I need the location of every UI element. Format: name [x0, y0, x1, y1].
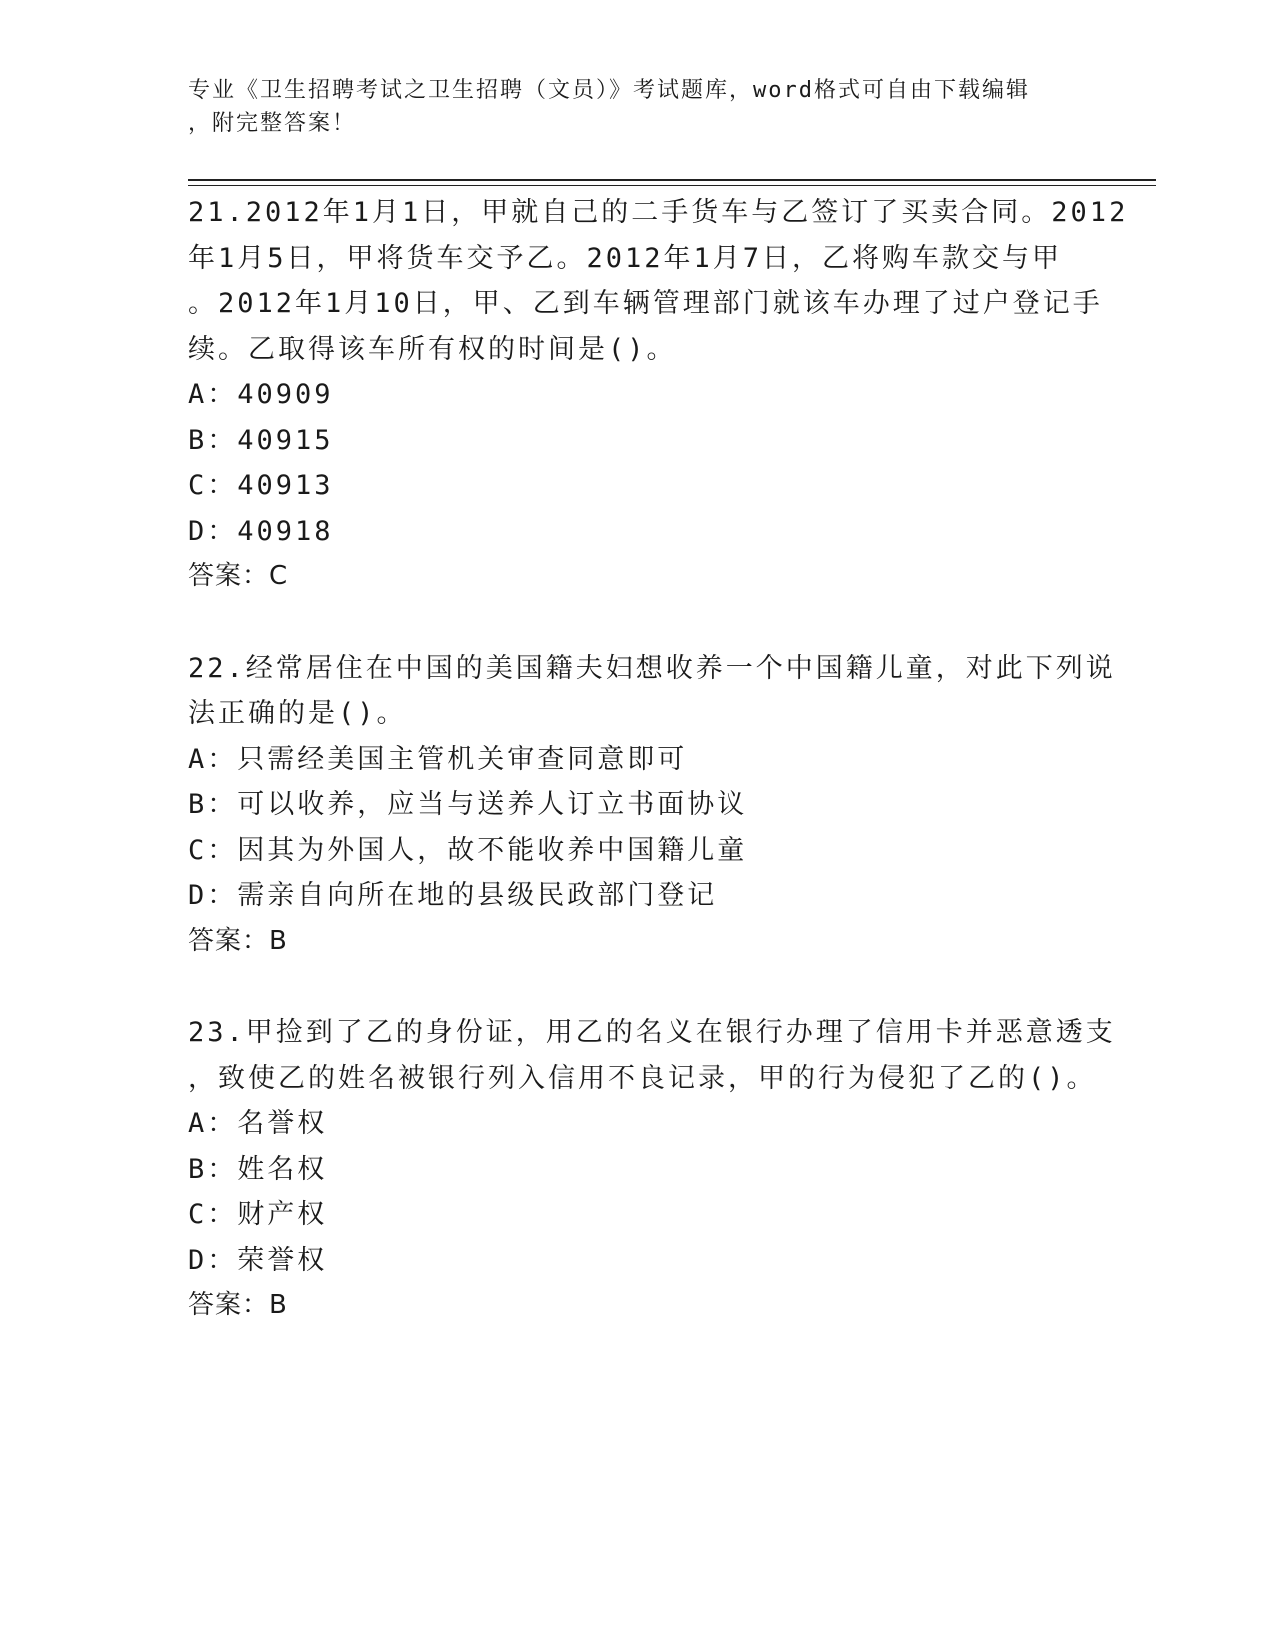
question-23 — [188, 1010, 1116, 1329]
question-21 — [188, 190, 1129, 600]
question-text: 续。乙取得该车所有权的时间是()。 — [188, 333, 677, 365]
option-a: A：只需经美国主管机关审查同意即可 — [188, 743, 688, 775]
option-a: A：名誉权 — [188, 1108, 328, 1139]
option-c: C：因其为外国人，故不能收养中国籍儿童 — [188, 834, 748, 866]
document-header — [188, 74, 1068, 140]
answer: 答案：B — [188, 925, 288, 956]
question-text: 21.2012年1月1日，甲就自己的二手货车与乙签订了买卖合同。2012 — [188, 197, 1129, 228]
option-c: C：财产权 — [188, 1199, 328, 1230]
option-d: D：40918 — [188, 515, 334, 547]
header-line: 专业《卫生招聘考试之卫生招聘（文员）》考试题库，word格式可自由下载编辑 — [188, 78, 1030, 103]
question-list — [188, 190, 1129, 1329]
answer: 答案：C — [188, 561, 289, 591]
option-b: B：40915 — [188, 424, 334, 456]
option-a: A：40909 — [188, 379, 334, 410]
header-divider-thin — [188, 185, 1156, 186]
option-b: B：姓名权 — [188, 1153, 328, 1185]
question-text: 法正确的是()。 — [188, 698, 407, 729]
option-d: D：荣誉权 — [188, 1244, 328, 1276]
option-d: D：需亲自向所在地的县级民政部门登记 — [188, 880, 718, 911]
header-divider — [188, 179, 1156, 181]
question-spacer — [188, 600, 1108, 646]
question-text: 。2012年1月10日，甲、乙到车辆管理部门就该车办理了过户登记手 — [188, 288, 1103, 319]
question-text: 年1月5日，甲将货车交予乙。2012年1月7日，乙将购车款交与甲 — [188, 242, 1063, 274]
option-c: C：40913 — [188, 470, 334, 501]
answer: 答案：B — [188, 1290, 288, 1320]
question-text: 22.经常居住在中国的美国籍夫妇想收养一个中国籍儿童，对此下列说 — [188, 652, 1116, 684]
header-line: ，附完整答案！ — [188, 111, 357, 136]
option-b: B：可以收养，应当与送养人订立书面协议 — [188, 789, 748, 820]
question-text: ，致使乙的姓名被银行列入信用不良记录，甲的行为侵犯了乙的()。 — [188, 1062, 1097, 1094]
question-text: 23.甲捡到了乙的身份证，用乙的名义在银行办理了信用卡并恶意透支 — [188, 1017, 1116, 1048]
question-spacer — [188, 964, 1108, 1010]
question-22 — [188, 646, 1116, 965]
